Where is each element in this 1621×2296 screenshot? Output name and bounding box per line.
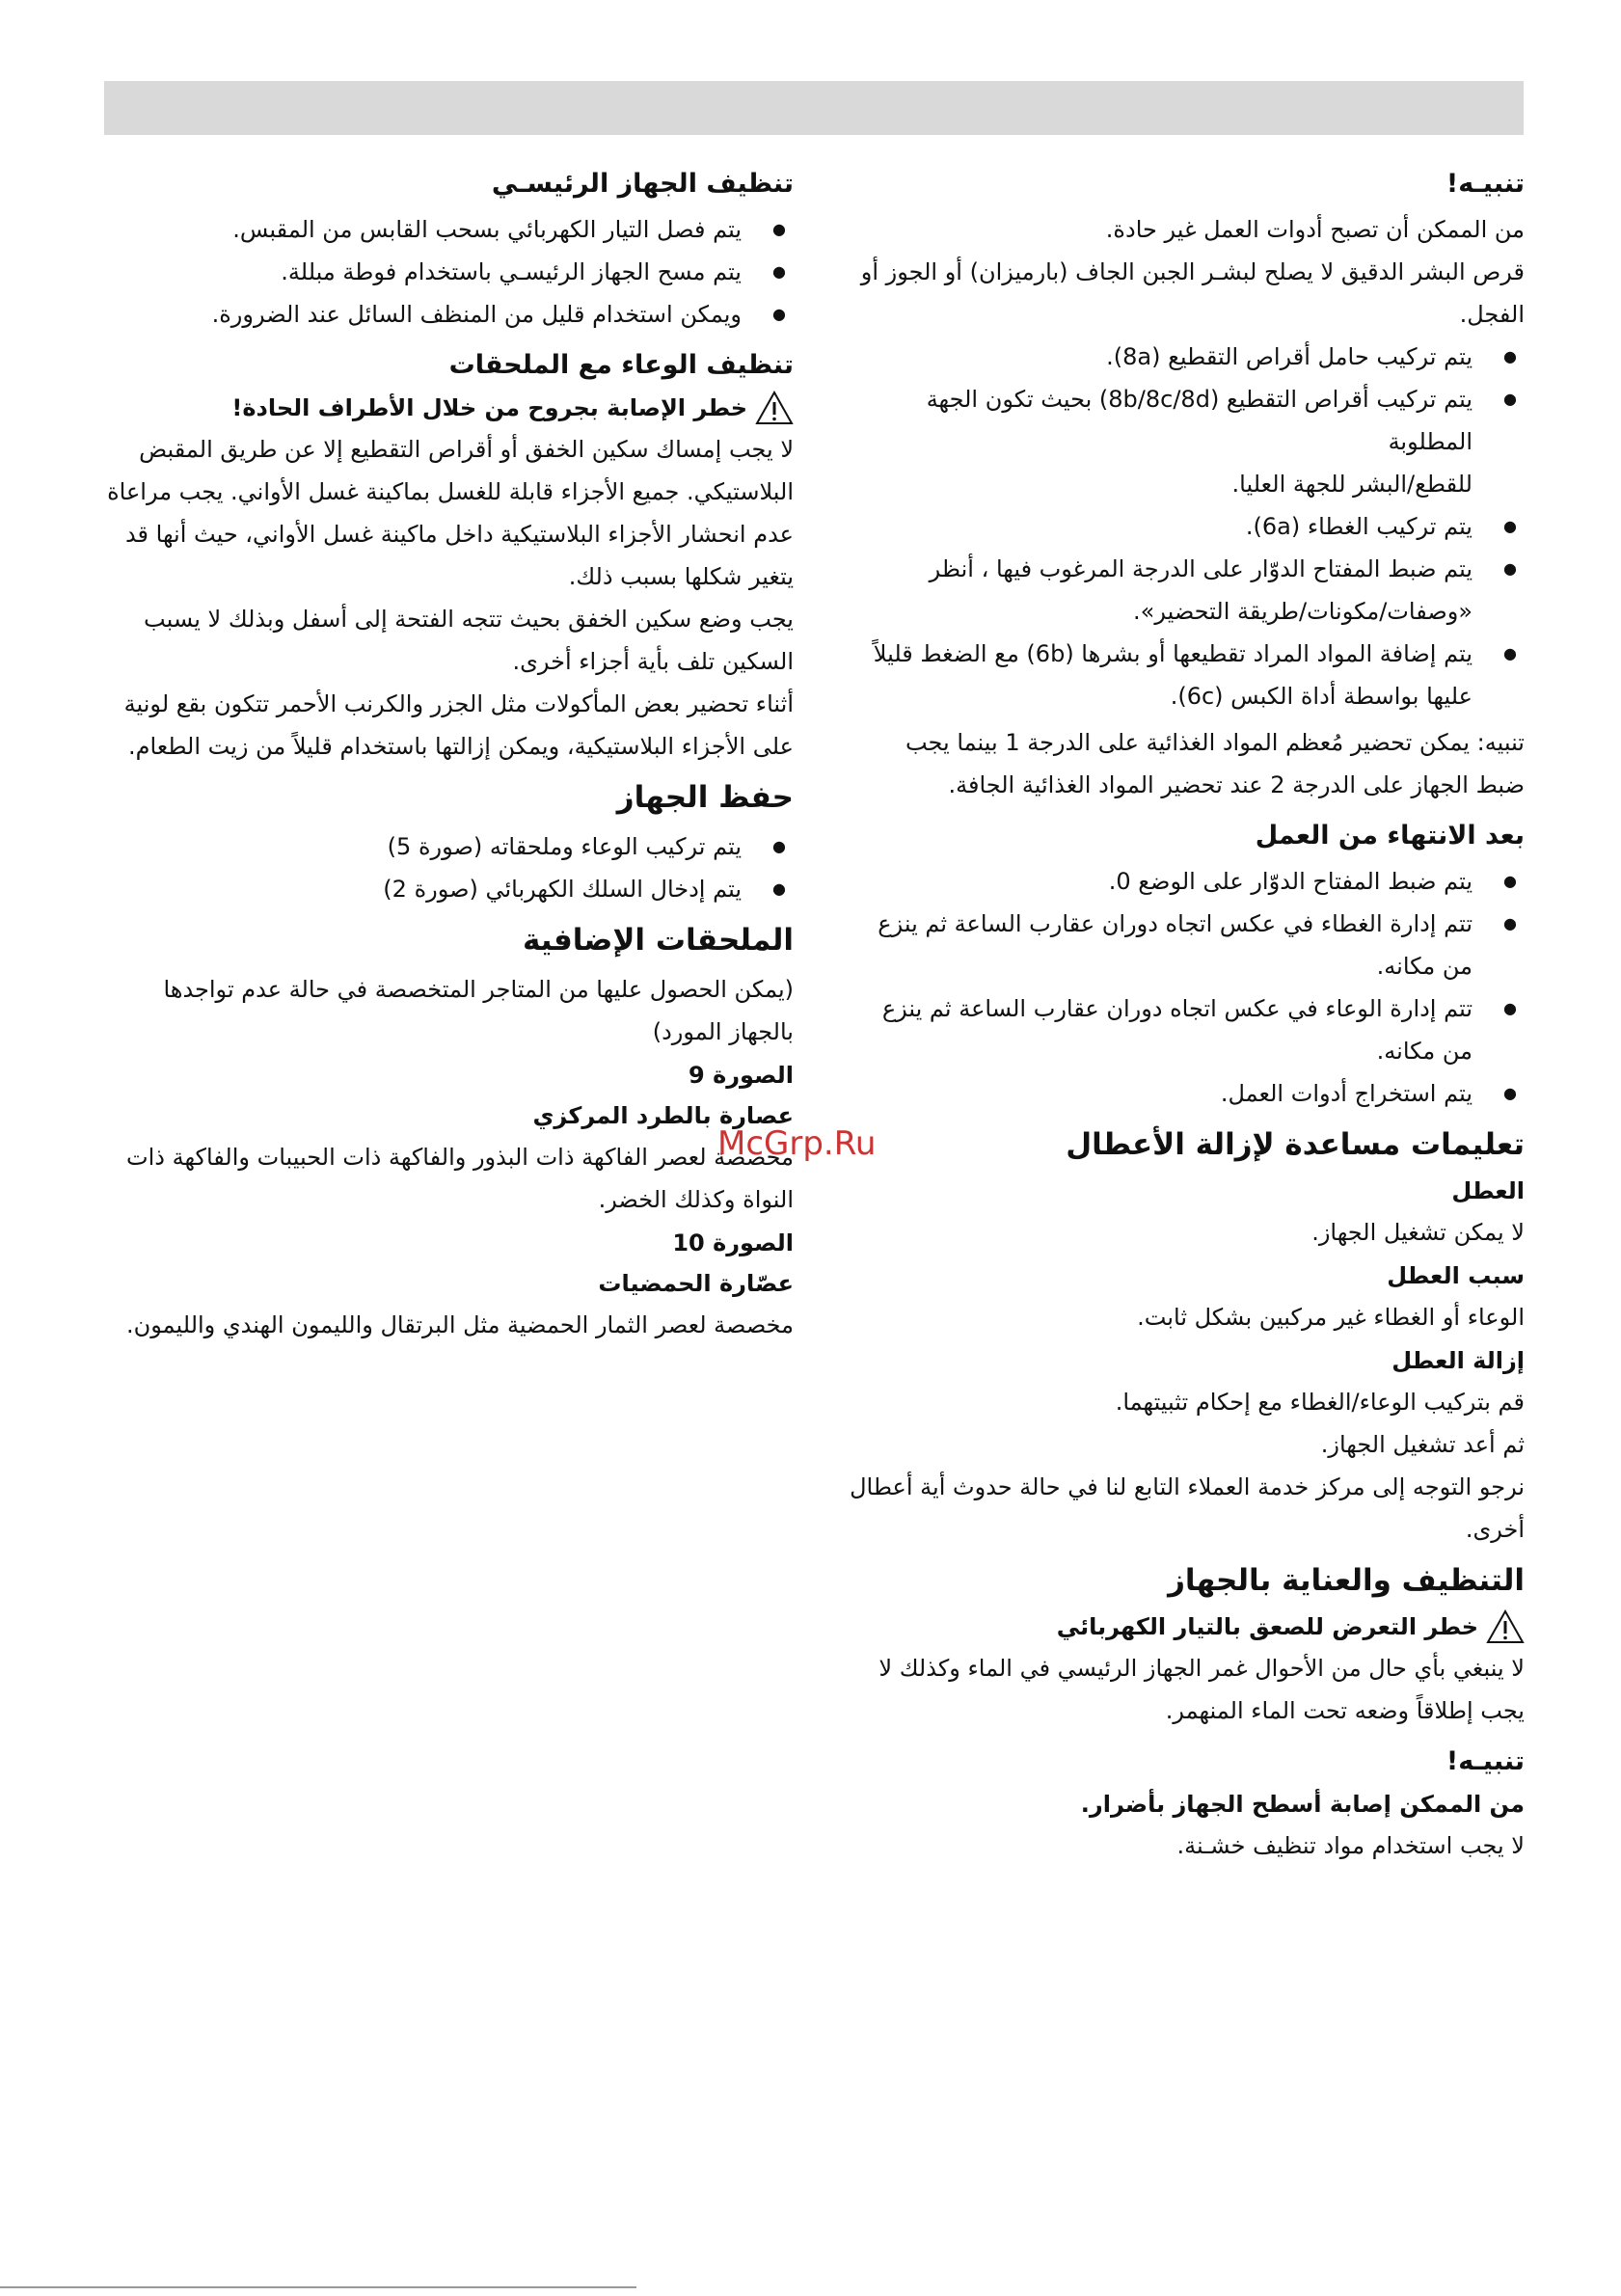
injury-text-1: لا يجب إمساك سكين الخفق أو أقراص التقطيع إلا عن طريق المقبض البلاستيكي. جميع الأجزاء قابلة للغسل بماكينة غسل الأواني. يجب مراعاة عدم انحشار الأجزاء البلاستيكية داخل ماكينة غسل الأواني، حيث أنها قد يتغير شكلها بسبب ذلك. [107,436,794,590]
list-item: ● يتم مسح الجهاز الرئيسـي باستخدام فوطة مبللة. [97,251,794,293]
list-item: ● تتم إدارة الغطاء في عكس اتجاه دوران عقارب الساعة ثم ينزع من مكانه. [850,903,1525,987]
assembly-steps-2 [850,505,1525,717]
storage-heading: حفظ الجهاز [616,780,794,815]
list-item: ● يتم تركيب أقراص التقطيع (8b/8c/8d) بحيث تكون الجهة المطلوبة [850,378,1525,463]
citrus-press-text: مخصصة لعصر الثمار الحمضية مثل البرتقال والليمون الهندي والليمون. [125,1311,794,1338]
assembly-steps [850,336,1525,463]
remedy-text-2: ثم أعد تشغيل الجهاز. [1320,1431,1525,1458]
list-item: ● ويمكن استخدام قليل من المنظف السائل عند الضرورة. [97,293,794,336]
warning-triangle-icon [1486,1609,1525,1644]
care-heading: التنظيف والعناية بالجهاز [1168,1563,1525,1598]
clean-main-heading: تنظيف الجهاز الرئيسـي [491,169,794,199]
caution-text-1: من الممكن أن تصبح أدوات العمل غير حادة. [1105,216,1525,243]
storage-steps [97,825,794,910]
after-work-steps [850,860,1525,1115]
remedy-text-1: قم بتركيب الوعاء/الغطاء مع إحكام تثبيتهما. [1115,1389,1525,1416]
cause-heading: سبب العطل [1387,1262,1525,1289]
caution-heading-2: تنبيـه! [1445,1746,1525,1776]
list-item: ● يتم تركيب حامل أقراص التقطيع (8a). [850,336,1525,378]
troubleshooting-heading: تعليمات مساعدة لإزالة الأعطال [1066,1127,1525,1162]
injury-warning [97,390,794,426]
shock-text: لا ينبغي بأي حال من الأحوال غمر الجهاز الرئيسي في الماء وكذلك لا يجب إطلاقاً وضعه تحت الماء المنهمر. [878,1655,1525,1724]
list-item: ● يتم ضبط المفتاح الدوّار على الوضع 0. [850,860,1525,903]
remedy-heading: إزالة العطل [1391,1347,1525,1374]
header-bar [104,81,1524,135]
accessories-heading: الملحقات الإضافية [523,923,794,958]
shock-warning [850,1608,1525,1645]
right-column [850,154,1525,1867]
juicer-text: مخصصة لعصر الفاكهة ذات البذور والفاكهة ذات الحبيبات والفاكهة ذات النواة وكذلك الخضر. [126,1144,794,1213]
injury-text-3: أثناء تحضير بعض المأكولات مثل الجزر والكرنب الأحمر تتكون بقع لونية على الأجزاء البلاستيكية، ويمكن إزالتها باستخدام قليلاً من زيت الطعام. [123,690,794,760]
clean-main-steps [97,208,794,336]
citrus-press-title: عصّارة الحمضيات [598,1270,794,1297]
list-item: ● يتم إدخال السلك الكهربائي (صورة 2) [97,868,794,910]
juicer-title: عصارة بالطرد المركزي [532,1102,794,1129]
fault-text: لا يمكن تشغيل الجهاز. [1311,1219,1525,1246]
list-item-continuation: للقطع/البشر للجهة العليا. [1231,471,1472,498]
caution-text-3: لا يجب استخدام مواد تنظيف خشـنة. [1176,1832,1525,1859]
list-item: ● يتم تركيب الوعاء وملحقاته (صورة 5) [97,825,794,868]
remedy-text-3: نرجو التوجه إلى مركز خدمة العملاء التابع لنا في حالة حدوث أية أعطال أخرى. [850,1473,1525,1543]
list-item: ● تتم إدارة الوعاء في عكس اتجاه دوران عقارب الساعة ثم ينزع من مكانه. [850,987,1525,1072]
list-item: ● يتم ضبط المفتاح الدوّار على الدرجة المرغوب فيها ، أنظر «وصفات/مكونات/طريقة التحضير». [850,548,1525,633]
warning-triangle-icon [755,391,794,425]
list-item: ● يتم تركيب الغطاء (6a). [850,505,1525,548]
figure-10-label: الصورة 10 [672,1229,794,1256]
injury-text-2: يجب وضع سكين الخفق بحيث تتجه الفتحة إلى أسفل وبذلك لا يسبب السكين تلف بأية أجزاء أخرى. [144,606,794,675]
note-text: تنبيه: يمكن تحضير مُعظم المواد الغذائية على الدرجة 1 بينما يجب ضبط الجهاز على الدرجة 2 عند تحضير المواد الغذائية الجافة. [905,729,1525,798]
after-work-heading: بعد الانتهاء من العمل [1255,821,1525,851]
list-item: ● يتم إضافة المواد المراد تقطيعها أو بشرها (6b) مع الضغط قليلاً عليها بواسطة أداة الكبس (6c). [850,633,1525,717]
fault-heading: العطل [1451,1177,1525,1204]
list-item: ● يتم فصل التيار الكهربائي بسحب القابس من المقبس. [97,208,794,251]
shock-warning-title: خطر التعرض للصعق بالتيار الكهربائي [1056,1613,1478,1640]
caution-text-2: قرص البشر الدقيق لا يصلح لبشـر الجبن الجاف (بارميزان) أو الجوز أو الفجل. [860,258,1525,328]
left-column [97,154,794,1346]
bottom-divider [0,2286,636,2288]
caution-heading: تنبيـه! [1445,169,1525,199]
accessories-intro: (يمكن الحصول عليها من المتاجر المتخصصة في حالة عدم تواجدها بالجهاز المورد) [163,976,794,1045]
clean-bowl-heading: تنظيف الوعاء مع الملحقات [448,350,794,380]
watermark: McGrp.Ru [717,1124,877,1163]
cause-text: الوعاء أو الغطاء غير مركبين بشكل ثابت. [1137,1304,1525,1331]
figure-9-label: الصورة 9 [689,1062,794,1089]
list-item: ● يتم استخراج أدوات العمل. [850,1072,1525,1115]
caution-subheading: من الممكن إصابة أسطح الجهاز بأضرار. [1080,1791,1525,1818]
injury-warning-title: خطر الإصابة بجروح من خلال الأطراف الحادة! [231,394,747,421]
